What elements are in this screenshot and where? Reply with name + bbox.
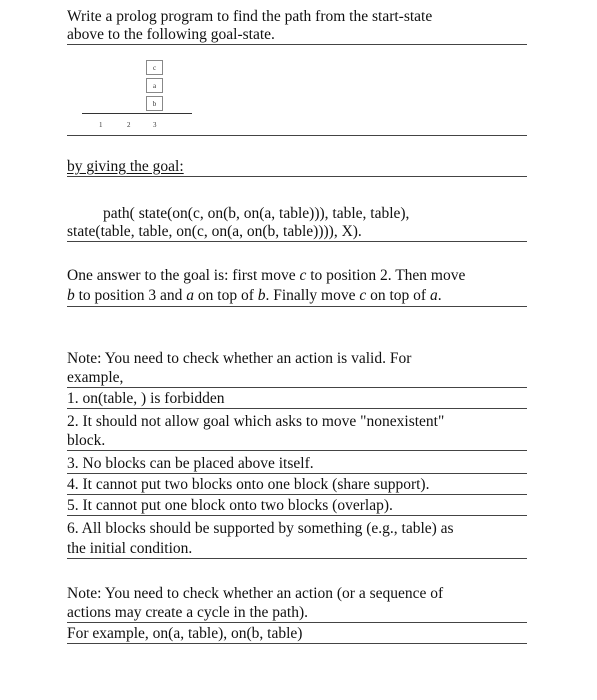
note2-line-1: Note: You need to check whether an action (or a sequence of xyxy=(67,585,444,602)
divider xyxy=(67,643,527,644)
note2-line-2: actions may create a cycle in the path). xyxy=(67,604,308,621)
divider xyxy=(67,44,527,45)
answer-line-2: b to position 3 and a on top of b. Finally move c on top of a. xyxy=(67,287,442,304)
divider xyxy=(67,450,527,451)
rule-item-2: 2. It should not allow goal which asks to move "nonexistent" xyxy=(67,413,445,430)
table-line xyxy=(82,113,192,114)
note2-line-3: For example, on(a, table), on(b, table) xyxy=(67,625,303,642)
divider xyxy=(67,241,527,242)
rule-item-6: 6. All blocks should be supported by something (e.g., table) as xyxy=(67,520,454,537)
note1-line-1: Note: You need to check whether an action is valid. For xyxy=(67,350,412,367)
divider xyxy=(67,135,527,136)
rule-item-5: 5. It cannot put one block onto two blocks (overlap). xyxy=(67,497,393,514)
divider xyxy=(67,387,527,388)
divider xyxy=(67,494,527,495)
rule-item-3: 3. No blocks can be placed above itself. xyxy=(67,455,314,472)
divider xyxy=(67,558,527,559)
goal-code-line-1: path( state(on(c, on(b, on(a, table))), table, table), xyxy=(103,205,410,222)
block-c: c xyxy=(146,60,163,75)
position-label-1: 1 xyxy=(99,121,103,129)
answer-line-1: One answer to the goal is: first move c to position 2. Then move xyxy=(67,267,466,284)
position-label-2: 2 xyxy=(127,121,131,129)
block-b: b xyxy=(146,96,163,111)
goal-code-line-2: state(table, table, on(c, on(a, on(b, table)))), X). xyxy=(67,223,362,240)
rule-item-6-cont: the initial condition. xyxy=(67,540,193,557)
divider xyxy=(67,408,527,409)
divider xyxy=(67,176,527,177)
rule-item-2-cont: block. xyxy=(67,432,106,449)
divider xyxy=(67,622,527,623)
divider xyxy=(67,473,527,474)
divider xyxy=(67,515,527,516)
note1-line-2: example, xyxy=(67,369,124,386)
rule-item-1: 1. on(table, ) is forbidden xyxy=(67,390,225,407)
intro-line-2: above to the following goal-state. xyxy=(67,26,275,43)
rule-item-4: 4. It cannot put two blocks onto one block (share support). xyxy=(67,476,430,493)
goal-prompt: by giving the goal: xyxy=(67,158,184,175)
position-label-3: 3 xyxy=(153,121,157,129)
divider xyxy=(67,306,527,307)
block-a: a xyxy=(146,78,163,93)
intro-line-1: Write a prolog program to find the path from the start-state xyxy=(67,8,433,25)
